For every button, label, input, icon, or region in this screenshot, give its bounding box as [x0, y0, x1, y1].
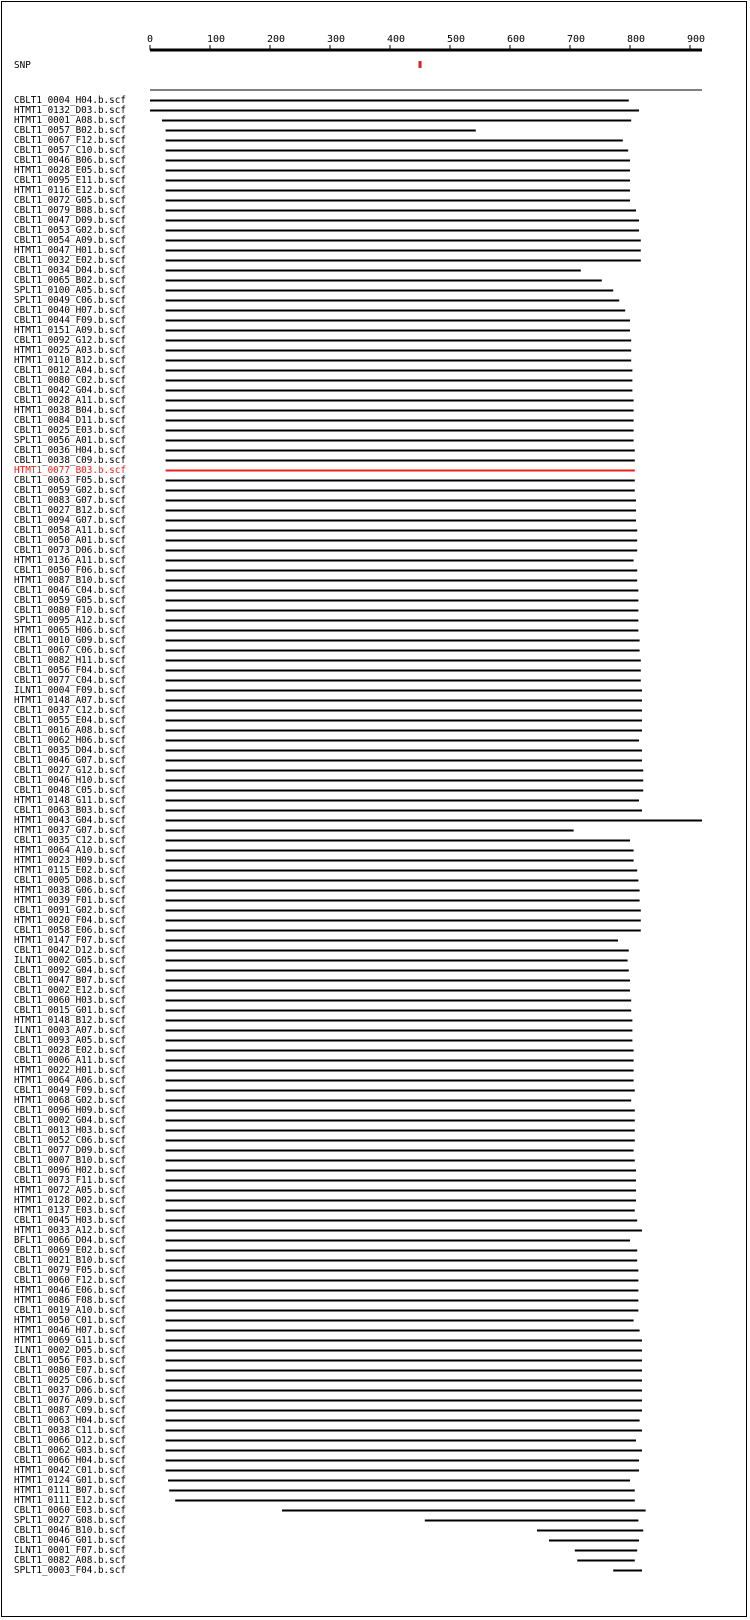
read-name: CBLT1_0073_F11.b.scf	[14, 1175, 126, 1186]
read-name: CBLT1_0019_A10.b.scf	[14, 1305, 126, 1316]
read-name: CBLT1_0072_G05.b.scf	[14, 195, 126, 206]
read-name: CBLT1_0096_H09.b.scf	[14, 1105, 126, 1116]
read-name: HTMT1_0038_B04.b.scf	[14, 405, 126, 416]
read-name: ILNT1_0002_D05.b.scf	[14, 1345, 126, 1356]
axis-tick-label: 500	[447, 34, 466, 45]
read-name: CBLT1_0059_G02.b.scf	[14, 485, 126, 496]
read-name: CBLT1_0057_C10.b.scf	[14, 145, 126, 156]
read-name: HTMT1_0020_F04.b.scf	[14, 915, 126, 926]
read-name: CBLT1_0096_H02.b.scf	[14, 1165, 126, 1176]
read-name: HTMT1_0086_F08.b.scf	[14, 1295, 126, 1306]
read-name: HTMT1_0022_H01.b.scf	[14, 1065, 126, 1076]
read-name: CBLT1_0028_E02.b.scf	[14, 1045, 126, 1056]
read-name: CBLT1_0080_E07.b.scf	[14, 1365, 126, 1376]
read-name: CBLT1_0050_A01.b.scf	[14, 535, 126, 546]
read-name: HTMT1_0148_G11.b.scf	[14, 795, 126, 806]
read-name: CBLT1_0067_F12.b.scf	[14, 135, 126, 146]
read-name: HTMT1_0087_B10.b.scf	[14, 575, 126, 586]
read-name: CBLT1_0015_G01.b.scf	[14, 1005, 126, 1016]
read-name: CBLT1_0067_C06.b.scf	[14, 645, 126, 656]
read-name: HTMT1_0116_E12.b.scf	[14, 185, 126, 196]
read-name: CBLT1_0092_G04.b.scf	[14, 965, 126, 976]
read-name: CBLT1_0054_A09.b.scf	[14, 235, 126, 246]
read-name: CBLT1_0073_D06.b.scf	[14, 545, 126, 556]
read-name: CBLT1_0016_A08.b.scf	[14, 725, 126, 736]
read-name: CBLT1_0021_B10.b.scf	[14, 1255, 126, 1266]
read-name: HTMT1_0111_B07.b.scf	[14, 1485, 126, 1496]
read-name: CBLT1_0046_B10.b.scf	[14, 1525, 126, 1536]
read-name: HTMT1_0038_G06.b.scf	[14, 885, 126, 896]
read-name: CBLT1_0058_A11.b.scf	[14, 525, 126, 536]
read-name: CBLT1_0038_C11.b.scf	[14, 1425, 126, 1436]
read-name: CBLT1_0052_C06.b.scf	[14, 1135, 126, 1146]
read-name: CBLT1_0065_B02.b.scf	[14, 275, 126, 286]
read-name: CBLT1_0046_C04.b.scf	[14, 585, 126, 596]
read-name: CBLT1_0059_G05.b.scf	[14, 595, 126, 606]
read-name: HTMT1_0064_A10.b.scf	[14, 845, 126, 856]
read-name: SPLT1_0100_A05.b.scf	[14, 285, 126, 296]
read-name: HTMT1_0137_E03.b.scf	[14, 1205, 126, 1216]
read-name: CBLT1_0038_C09.b.scf	[14, 455, 126, 466]
read-name: CBLT1_0063_F05.b.scf	[14, 475, 126, 486]
read-name: CBLT1_0060_E03.b.scf	[14, 1505, 126, 1516]
read-name: CBLT1_0056_F04.b.scf	[14, 665, 126, 676]
read-name: CBLT1_0046_G07.b.scf	[14, 755, 126, 766]
axis-tick-label: 200	[267, 34, 286, 45]
read-name: CBLT1_0055_E04.b.scf	[14, 715, 126, 726]
read-name: SPLT1_0003_F04.b.scf	[14, 1565, 126, 1576]
read-name: CBLT1_0004_H04.b.scf	[14, 95, 126, 106]
read-name: HTMT1_0148_B12.b.scf	[14, 1015, 126, 1026]
read-name: CBLT1_0040_H07.b.scf	[14, 305, 126, 316]
read-name: ILNT1_0001_F07.b.scf	[14, 1545, 126, 1556]
read-name: CBLT1_0037_C12.b.scf	[14, 705, 126, 716]
read-name: CBLT1_0082_A08.b.scf	[14, 1555, 126, 1566]
snp-marker	[419, 61, 422, 68]
read-name: CBLT1_0013_H03.b.scf	[14, 1125, 126, 1136]
read-name: HTMT1_0136_A11.b.scf	[14, 555, 126, 566]
read-name: SPLT1_0095_A12.b.scf	[14, 615, 126, 626]
read-name: CBLT1_0025_E03.b.scf	[14, 425, 126, 436]
read-name: CBLT1_0056_F03.b.scf	[14, 1355, 126, 1366]
read-alignments	[14, 90, 702, 1576]
read-name: HTMT1_0047_H01.b.scf	[14, 245, 126, 256]
read-name: CBLT1_0050_F06.b.scf	[14, 565, 126, 576]
read-name: CBLT1_0091_G02.b.scf	[14, 905, 126, 916]
read-name: BFLT1_0066_D04.b.scf	[14, 1235, 126, 1246]
read-name: CBLT1_0058_E06.b.scf	[14, 925, 126, 936]
read-row[interactable]	[14, 1565, 642, 1576]
read-name: CBLT1_0034_D04.b.scf	[14, 265, 126, 276]
read-name: CBLT1_0047_B07.b.scf	[14, 975, 126, 986]
axis-tick-label: 0	[147, 34, 154, 45]
read-name: CBLT1_0066_H04.b.scf	[14, 1455, 126, 1466]
read-name: HTMT1_0110_B12.b.scf	[14, 355, 126, 366]
read-name: CBLT1_0066_D12.b.scf	[14, 1435, 126, 1446]
read-name: CBLT1_0077_D09.b.scf	[14, 1145, 126, 1156]
read-name: CBLT1_0063_H04.b.scf	[14, 1415, 126, 1426]
read-name: CBLT1_0042_D12.b.scf	[14, 945, 126, 956]
read-name: CBLT1_0095_E11.b.scf	[14, 175, 126, 186]
read-name: CBLT1_0076_A09.b.scf	[14, 1395, 126, 1406]
read-name: CBLT1_0060_F12.b.scf	[14, 1275, 126, 1286]
read-name: HTMT1_0046_E06.b.scf	[14, 1285, 126, 1296]
read-name: HTMT1_0001_A08.b.scf	[14, 115, 126, 126]
read-name: HTMT1_0147_F07.b.scf	[14, 935, 126, 946]
read-name: CBLT1_0062_H06.b.scf	[14, 735, 126, 746]
read-name: CBLT1_0044_F09.b.scf	[14, 315, 126, 326]
read-name: HTMT1_0068_G02.b.scf	[14, 1095, 126, 1106]
read-name: HTMT1_0039_F01.b.scf	[14, 895, 126, 906]
read-name: CBLT1_0093_A05.b.scf	[14, 1035, 126, 1046]
read-name: CBLT1_0079_B08.b.scf	[14, 205, 126, 216]
read-name: CBLT1_0006_A11.b.scf	[14, 1055, 126, 1066]
read-name: ILNT1_0004_F09.b.scf	[14, 685, 126, 696]
read-name: HTMT1_0065_H06.b.scf	[14, 625, 126, 636]
read-name: CBLT1_0094_G07.b.scf	[14, 515, 126, 526]
read-name: HTMT1_0111_E12.b.scf	[14, 1495, 126, 1506]
read-name: HTMT1_0050_C01.b.scf	[14, 1315, 126, 1326]
read-name: HTMT1_0148_A07.b.scf	[14, 695, 126, 706]
read-name: CBLT1_0080_F10.b.scf	[14, 605, 126, 616]
read-name: CBLT1_0080_C02.b.scf	[14, 375, 126, 386]
read-name: CBLT1_0037_D06.b.scf	[14, 1385, 126, 1396]
read-name: ILNT1_0002_G05.b.scf	[14, 955, 126, 966]
read-name: CBLT1_0077_C04.b.scf	[14, 675, 126, 686]
read-name: ILNT1_0003_A07.b.scf	[14, 1025, 126, 1036]
read-name: CBLT1_0046_G01.b.scf	[14, 1535, 126, 1546]
read-name: CBLT1_0042_G04.b.scf	[14, 385, 126, 396]
read-name: HTMT1_0037_G07.b.scf	[14, 825, 126, 836]
read-name: CBLT1_0092_G12.b.scf	[14, 335, 126, 346]
read-name: CBLT1_0079_F05.b.scf	[14, 1265, 126, 1276]
read-name: CBLT1_0012_A04.b.scf	[14, 365, 126, 376]
read-name: HTMT1_0043_G04.b.scf	[14, 815, 126, 826]
read-name: SPLT1_0027_G08.b.scf	[14, 1515, 126, 1526]
read-name: CBLT1_0035_C12.b.scf	[14, 835, 126, 846]
axis-tick-label: 900	[687, 34, 706, 45]
read-name: CBLT1_0028_A11.b.scf	[14, 395, 126, 406]
read-name: HTMT1_0069_G11.b.scf	[14, 1335, 126, 1346]
read-name: CBLT1_0060_H03.b.scf	[14, 995, 126, 1006]
read-name: CBLT1_0027_B12.b.scf	[14, 505, 126, 516]
read-name: CBLT1_0002_E12.b.scf	[14, 985, 126, 996]
read-name: CBLT1_0036_H04.b.scf	[14, 445, 126, 456]
read-name: HTMT1_0124_G01.b.scf	[14, 1475, 126, 1486]
read-name: CBLT1_0046_H10.b.scf	[14, 775, 126, 786]
read-name: CBLT1_0063_B03.b.scf	[14, 805, 126, 816]
read-name: HTMT1_0042_C01.b.scf	[14, 1465, 126, 1476]
read-name: CBLT1_0002_G04.b.scf	[14, 1115, 126, 1126]
axis-tick-label: 700	[567, 34, 586, 45]
read-name: CBLT1_0069_E02.b.scf	[14, 1245, 126, 1256]
read-name: CBLT1_0035_D04.b.scf	[14, 745, 126, 756]
snp-label: SNP	[14, 60, 31, 71]
snp-track	[14, 60, 422, 71]
read-name: CBLT1_0005_D08.b.scf	[14, 875, 126, 886]
read-name: CBLT1_0083_G07.b.scf	[14, 495, 126, 506]
position-axis	[147, 34, 705, 50]
read-name: CBLT1_0027_G12.b.scf	[14, 765, 126, 776]
axis-tick-label: 300	[327, 34, 346, 45]
read-name: HTMT1_0151_A09.b.scf	[14, 325, 126, 336]
read-name: SPLT1_0049_C06.b.scf	[14, 295, 126, 306]
read-name: CBLT1_0087_C09.b.scf	[14, 1405, 126, 1416]
read-name: CBLT1_0032_E02.b.scf	[14, 255, 126, 266]
read-name: HTMT1_0128_D02.b.scf	[14, 1195, 126, 1206]
read-name: CBLT1_0049_F09.b.scf	[14, 1085, 126, 1096]
read-name: CBLT1_0045_H03.b.scf	[14, 1215, 126, 1226]
read-name: CBLT1_0007_B10.b.scf	[14, 1155, 126, 1166]
axis-tick-label: 600	[507, 34, 526, 45]
read-name: CBLT1_0053_G02.b.scf	[14, 225, 126, 236]
read-name: HTMT1_0132_D03.b.scf	[14, 105, 126, 116]
read-name: SPLT1_0056_A01.b.scf	[14, 435, 126, 446]
read-name: CBLT1_0025_C06.b.scf	[14, 1375, 126, 1386]
axis-tick-label: 800	[627, 34, 646, 45]
read-name: CBLT1_0057_B02.b.scf	[14, 125, 126, 136]
axis-tick-label: 100	[207, 34, 226, 45]
read-name: CBLT1_0046_B06.b.scf	[14, 155, 126, 166]
read-name: HTMT1_0025_A03.b.scf	[14, 345, 126, 356]
axis-tick-label: 400	[387, 34, 406, 45]
read-name: CBLT1_0082_H11.b.scf	[14, 655, 126, 666]
read-name: CBLT1_0047_D09.b.scf	[14, 215, 126, 226]
read-name: HTMT1_0077_B03.b.scf	[14, 465, 126, 476]
read-name: CBLT1_0010_G09.b.scf	[14, 635, 126, 646]
read-name: HTMT1_0064_A06.b.scf	[14, 1075, 126, 1086]
read-name: HTMT1_0023_H09.b.scf	[14, 855, 126, 866]
read-name: HTMT1_0115_E02.b.scf	[14, 865, 126, 876]
read-name: HTMT1_0033_A12.b.scf	[14, 1225, 126, 1236]
read-name: HTMT1_0046_H07.b.scf	[14, 1325, 126, 1336]
read-name: CBLT1_0084_D11.b.scf	[14, 415, 126, 426]
read-name: CBLT1_0048_C05.b.scf	[14, 785, 126, 796]
read-name: CBLT1_0062_G03.b.scf	[14, 1445, 126, 1456]
read-name: HTMT1_0072_A05.b.scf	[14, 1185, 126, 1196]
read-name: HTMT1_0028_E05.b.scf	[14, 165, 126, 176]
